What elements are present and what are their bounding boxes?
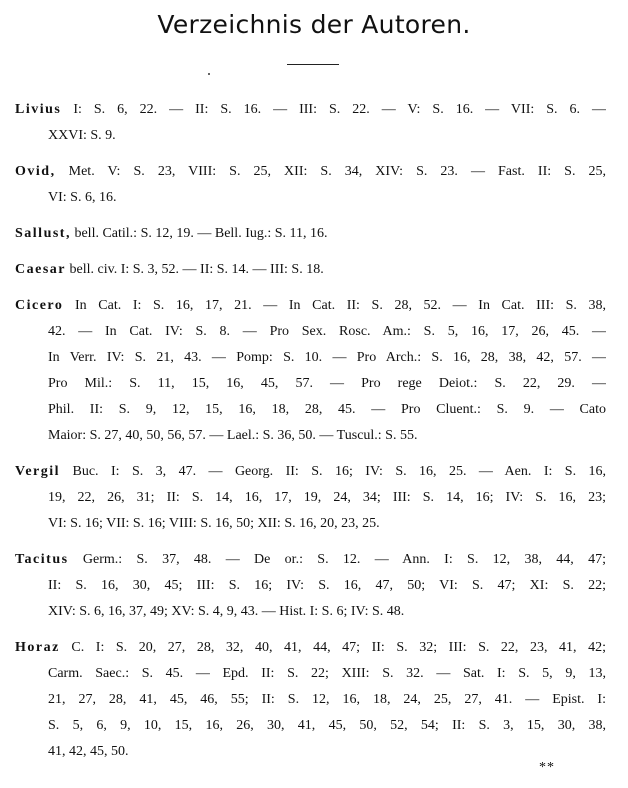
entry-text: C. I: S. 20, 27, 28, 32, 40, 41, 44, 47; II: S. 32; III: S. 22, 23, 41, 42; [71, 640, 606, 655]
entry-line: 42. — In Cat. IV: S. 8. — Pro Sex. Rosc. Am.: S. 5, 16, 17, 26, 45. — [48, 324, 606, 339]
entry-line: 19, 22, 26, 31; II: S. 14, 16, 17, 19, 24, 34; III: S. 14, 16; IV: S. 16, 23; [48, 490, 606, 505]
entry-text: bell. civ. I: S. 3, 52. — II: S. 14. — III: S. 18. [69, 262, 324, 277]
entry-livius [0, 97, 628, 149]
entry-line [0, 635, 606, 661]
author-name: Livius [15, 102, 62, 117]
entry-line: XXVI: S. 9. [48, 128, 116, 143]
entry-caesar [0, 257, 628, 283]
entry-sallust [0, 221, 628, 247]
entry-line: 41, 42, 45, 50. [48, 744, 129, 759]
author-name: Cicero [15, 298, 64, 313]
title-rule [287, 64, 339, 65]
entry-line: II: S. 16, 30, 45; III: S. 16; IV: S. 16, 47, 50; VI: S. 47; XI: S. 22; [48, 578, 606, 593]
entry-text: Buc. I: S. 3, 47. — Georg. II: S. 16; IV: S. 16, 25. — Aen. I: S. 16, [72, 464, 606, 479]
entry-line [0, 257, 628, 283]
entry-line: Maior: S. 27, 40, 50, 56, 57. — Lael.: S. 36, 50. — Tuscul.: S. 55. [48, 428, 418, 443]
author-name: Sallust, [15, 226, 71, 241]
print-speck [208, 73, 210, 75]
signature-mark: ** [539, 760, 555, 775]
entry-line: XIV: S. 6, 16, 37, 49; XV: S. 4, 9, 43. — Hist. I: S. 6; IV: S. 48. [48, 604, 405, 619]
entry-line: In Verr. IV: S. 21, 43. — Pomp: S. 10. — Pro Arch.: S. 16, 28, 38, 42, 57. — [48, 350, 606, 365]
page-title: Verzeichnis der Autoren. [157, 10, 471, 39]
entry-cicero [0, 293, 628, 449]
entry-line: 21, 27, 28, 41, 45, 46, 55; II: S. 12, 16, 18, 24, 25, 27, 41. — Epist. I: [48, 692, 606, 707]
entry-line: Carm. Saec.: S. 45. — Epd. II: S. 22; XIII: S. 32. — Sat. I: S. 5, 9, 13, [48, 666, 606, 681]
entry-line [0, 97, 606, 123]
author-index [0, 97, 628, 775]
entry-line: VI: S. 6, 16. [48, 190, 117, 205]
entry-text: Germ.: S. 37, 48. — De or.: S. 12. — Ann. I: S. 12, 38, 44, 47; [82, 552, 606, 567]
entry-line [0, 459, 606, 485]
entry-horaz [0, 635, 628, 765]
entry-line: Phil. II: S. 9, 12, 15, 16, 18, 28, 45. — Pro Cluent.: S. 9. — Cato [48, 402, 606, 417]
author-name: Caesar [15, 262, 66, 277]
author-name: Vergil [15, 464, 61, 479]
entry-text: I: S. 6, 22. — II: S. 16. — III: S. 22. — V: S. 16. — VII: S. 6. — [73, 102, 606, 117]
entry-ovid [0, 159, 628, 211]
entry-line: VI: S. 16; VII: S. 16; VIII: S. 16, 50; XII: S. 16, 20, 23, 25. [48, 516, 380, 531]
entry-line [0, 293, 606, 319]
entry-line [0, 547, 606, 573]
entry-text: In Cat. I: S. 16, 17, 21. — In Cat. II: S. 28, 52. — In Cat. III: S. 38, [75, 298, 606, 313]
entry-tacitus [0, 547, 628, 625]
entry-line [0, 159, 606, 185]
entry-vergil [0, 459, 628, 537]
author-name: Horaz [15, 640, 60, 655]
entry-line: S. 5, 6, 9, 10, 15, 16, 26, 30, 41, 45, 50, 52, 54; II: S. 3, 15, 30, 38, [48, 718, 606, 733]
author-name: Ovid, [15, 164, 56, 179]
entry-text: bell. Catil.: S. 12, 19. — Bell. Iug.: S. 11, 16. [74, 226, 328, 241]
entry-text: Met. V: S. 23, VIII: S. 25, XII: S. 34, XIV: S. 23. — Fast. II: S. 25, [68, 164, 606, 179]
entry-line: Pro Mil.: S. 11, 15, 16, 45, 57. — Pro rege Deiot.: S. 22, 29. — [48, 376, 606, 391]
author-name: Tacitus [15, 552, 69, 567]
entry-line [0, 221, 628, 247]
